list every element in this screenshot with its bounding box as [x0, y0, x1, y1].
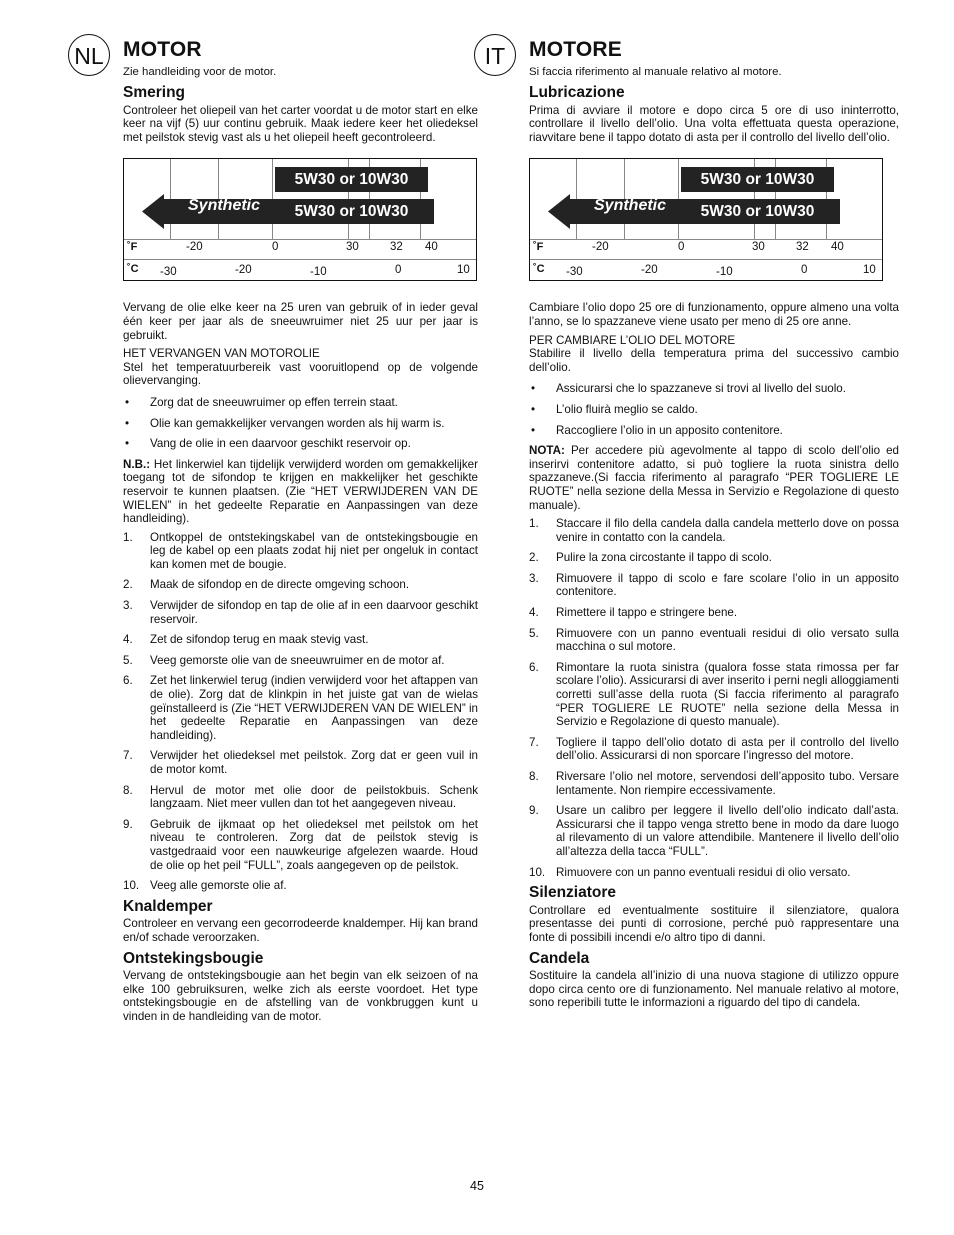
- step-number: 7.: [123, 749, 133, 763]
- step-text: Rimuovere con un panno eventuali residui di olio versato sulla macchina o sul motore.: [556, 626, 899, 654]
- list-item: [529, 517, 899, 544]
- step-number: 10.: [123, 879, 140, 893]
- celsius-unit: ˚C: [127, 263, 139, 276]
- list-item: [123, 674, 478, 742]
- step-text: Gebruik de ijkmaat op het oliedeksel met peilstok om het niveau te controleren. Zorg dat de peilstok stevig is vastgedraaid voor een nauwkeurige afgelezen waarde. Houd de olie op het peil “FULL”, zoals aangegeven op de peilstok.: [150, 817, 478, 872]
- list-item: • Olie kan gemakkelijker vervangen worden als hij warm is.: [123, 417, 478, 431]
- step-number: 2.: [123, 578, 133, 592]
- note-text: Per accedere più agevolmente al tappo di scolo dell’olio ed inserirvi contenitore adatto, si può togliere la ruota sinistra dello spazzaneve.(Si faccia riferimento al paragrafo “PER TOGLIERE LE RUOTE” nella sezione della Messa in Servizio e Regolazione di questo manuale).: [529, 444, 899, 512]
- chart-divider: [530, 259, 882, 260]
- step-number: 3.: [529, 571, 539, 585]
- section-header: [474, 34, 899, 78]
- list-item: [529, 606, 899, 620]
- step-number: 3.: [123, 599, 133, 613]
- step-text: Rimontare la ruota sinistra (qualora fosse stata rimossa per far scolare l’olio). Assicurarsi di aver inserito i perni negli alloggiamenti corretti sull’asse della ruota (Si faccia riferimento al paragrafo “PER TOGLIERE LE RUOTE” nella sezione della Messa in Servizio e Regolazione di questo manuale).: [556, 660, 899, 729]
- lubrication-heading: Smering: [123, 84, 186, 101]
- f-tick: -20: [186, 241, 203, 254]
- steps-list: [123, 531, 478, 893]
- f-tick: 0: [272, 241, 279, 254]
- synthetic-label: Synthetic: [188, 197, 261, 215]
- oil-temperature-chart: [123, 158, 477, 281]
- page-number: 45: [470, 1179, 484, 1193]
- step-number: 2.: [529, 551, 539, 565]
- list-item: • Vang de olie in een daarvoor geschikt reservoir op.: [123, 437, 478, 451]
- note-label: NOTA:: [529, 444, 565, 458]
- section-body: [529, 86, 899, 1010]
- step-number: 8.: [529, 770, 539, 783]
- f-tick: 30: [752, 241, 765, 254]
- muffler-text: Controllare ed eventualmente sostituire il silenziatore, qualora presentasse dei punti di corrosione, perché può rappresentare una fonte di possibili incendi e/o altro tipo di danni.: [529, 903, 899, 944]
- oil-change-text: Vervang de olie elke keer na 25 uren van gebruik of in ieder geval één keer per jaar als de sneeuwruimer niet 25 uur per jaar is gebruikt.: [123, 301, 478, 342]
- step-text: Usare un calibro per leggere il livello dell’olio indicato dall’asta. Assicurarsi che il tappo venga stretto bene in modo da dare luogo al rilevamento di un valore attendibile. Mantenere il livello dell’olio all’altezza della tacca “FULL”.: [556, 804, 899, 858]
- spark-plug-text: Vervang de ontstekingsbougie aan het begin van elk seizoen of na elke 100 gebruiksuren, welke zich als eerste voordoet. Het type ontstekingsbougie en de afstelling van de vonkbruggen kunt u vinden in de handleiding van de motor.: [123, 969, 478, 1023]
- spark-plug-heading: Ontstekingsbougie: [123, 949, 264, 967]
- step-text: Zet de sifondop terug en maak stevig vast.: [150, 633, 369, 647]
- fahrenheit-unit: ˚F: [533, 241, 544, 254]
- lubrication-text: Prima di avviare il motore e dopo circa 5 ore di uso ininterrotto, controllare il livello dell’olio. Una volta effettuata questa operazione, riavvitare bene il tappo dotato di asta per il controllo del livello dell’olio.: [529, 103, 899, 144]
- chart-divider: [124, 259, 476, 260]
- step-text: Rimettere il tappo e stringere bene.: [556, 606, 738, 620]
- list-item: • Assicurarsi che lo spazzaneve si trovi al livello del suolo.: [529, 382, 899, 396]
- lubrication-heading: Lubricazione: [529, 84, 625, 101]
- oil-change-heading: HET VERVANGEN VAN MOTOROLIE: [123, 347, 320, 361]
- list-item: [123, 749, 478, 776]
- chart-divider: [530, 239, 882, 240]
- oil-change-text: Cambiare l’olio dopo 25 ore di funzionamento, oppure almeno una volta l’anno, se lo spazzaneve viene usato per meno di 25 ore anne.: [529, 301, 899, 328]
- note-paragraph: [123, 458, 478, 526]
- c-tick: -10: [310, 266, 327, 279]
- list-item: • Zorg dat de sneeuwruimer op effen terrein staat.: [123, 396, 478, 410]
- step-text: Rimuovere con un panno eventuali residui di olio versato.: [556, 865, 851, 879]
- muffler-heading: Silenziatore: [529, 884, 616, 902]
- c-tick: 10: [457, 264, 470, 277]
- temperature-text: Stel het temperatuurbereik vast vooruitlopend op de volgende olievervanging.: [123, 360, 478, 388]
- step-number: 8.: [123, 783, 133, 797]
- list-item: [123, 784, 478, 811]
- lubrication-text: Controleer het oliepeil van het carter voordat u de motor start en elke keer na vijf (5) uur continu gebruik. Maak iedere keer het oliedeksel met peilstok stevig vast als u het oliepeil heeft gecontroleerd.: [123, 103, 478, 144]
- list-item: [529, 770, 899, 797]
- list-item: [123, 633, 478, 647]
- list-item: [123, 879, 478, 893]
- muffler-heading: Knaldemper: [123, 897, 213, 915]
- list-item: [123, 531, 478, 572]
- step-text: Maak de sifondop en de directe omgeving schoon.: [150, 578, 410, 592]
- step-text: Veeg gemorste olie van de sneeuwruimer en de motor af.: [150, 653, 445, 667]
- f-tick: 32: [390, 241, 403, 254]
- list-item: [123, 578, 478, 592]
- oil-change-heading: PER CAMBIARE L’OLIO DEL MOTORE: [529, 333, 736, 347]
- list-item: [529, 627, 899, 654]
- step-number: 6.: [529, 660, 539, 674]
- synthetic-label: Synthetic: [594, 197, 667, 215]
- step-text: Riversare l’olio nel motore, servendosi dell’apposito tubo. Versare lentamente. Non riempire eccessivamente.: [556, 770, 899, 797]
- step-number: 5.: [529, 626, 539, 640]
- temperature-text: Stabilire il livello della temperatura prima del successivo cambio dell’olio.: [529, 347, 899, 374]
- section-title: MOTOR: [123, 38, 202, 61]
- c-tick: 0: [801, 264, 808, 277]
- list-item: [529, 661, 899, 729]
- f-tick: 40: [425, 241, 438, 254]
- step-number: 5.: [123, 653, 133, 667]
- step-text: Ontkoppel de ontstekingskabel van de ontstekingsbougie en leg de kabel op een plaats zodat hij niet per ongeluk in contact kan komen met de bougie.: [150, 530, 478, 571]
- c-tick: 0: [395, 264, 402, 277]
- c-tick: -30: [160, 266, 177, 279]
- note-text: Het linkerwiel kan tijdelijk verwijderd worden om gemakkelijker toegang tot de sifondop te krijgen en makkelijker het geschikte reservoir te kunnen plaatsen. (Zie “HET VERWIJDEREN VAN DE WIELEN” in het gedeelte Reparatie en Aanpassingen van deze handleiding).: [123, 457, 478, 526]
- f-tick: 40: [831, 241, 844, 254]
- step-number: 4.: [529, 606, 539, 620]
- step-number: 9.: [123, 817, 133, 831]
- celsius-unit: ˚C: [533, 263, 545, 276]
- f-tick: 0: [678, 241, 685, 254]
- step-text: Togliere il tappo dell’olio dotato di asta per il controllo del livello dell’olio. Assicurarsi di non sporcare l’ingresso del motore.: [556, 735, 899, 763]
- step-text: Rimuovere il tappo di scolo e fare scolare l’olio in un apposito contenitore.: [556, 571, 899, 599]
- step-text: Pulire la zona circostante il tappo di scolo.: [556, 551, 772, 565]
- step-text: Verwijder de sifondop en tap de olie af in een daarvoor geschikt reservoir.: [150, 599, 478, 626]
- section-intro: Zie handleiding voor de motor.: [123, 66, 277, 78]
- column-nl: [68, 34, 478, 1029]
- oil-grade-label: 5W30 or 10W30: [681, 167, 834, 192]
- synthetic-oil-grade-label: 5W30 or 10W30: [681, 199, 834, 224]
- list-item: [529, 804, 899, 858]
- step-text: Staccare il filo della candela dalla candela metterlo dove on possa venire in contatto con la candela.: [556, 517, 899, 544]
- steps-list: [529, 517, 899, 879]
- list-item: • L’olio fluirà meglio se caldo.: [529, 403, 899, 417]
- step-number: 6.: [123, 674, 133, 688]
- list-item: [529, 551, 899, 565]
- note-paragraph: [529, 444, 899, 512]
- list-item: • Raccogliere l’olio in un apposito contenitore.: [529, 424, 899, 438]
- step-number: 10.: [529, 865, 546, 879]
- section-title: MOTORE: [529, 38, 622, 61]
- c-tick: -20: [235, 264, 252, 277]
- list-item: [123, 599, 478, 626]
- list-item: [529, 736, 899, 763]
- step-number: 1.: [529, 517, 539, 531]
- section-intro: Si faccia riferimento al manuale relativo al motore.: [529, 66, 782, 78]
- c-tick: -30: [566, 266, 583, 279]
- step-number: 7.: [529, 735, 539, 749]
- muffler-text: Controleer en vervang een gecorrodeerde knaldemper. Hij kan brand en/of schade veroorzaken.: [123, 917, 478, 944]
- f-tick: 32: [796, 241, 809, 254]
- step-number: 1.: [123, 530, 133, 544]
- list-item: [529, 866, 899, 880]
- c-tick: -20: [641, 264, 658, 277]
- step-text: Hervul de motor met olie door de peilstokbuis. Schenk langzaam. Niet meer vullen dan tot het aangegeven niveau.: [150, 783, 478, 811]
- oil-grade-label: 5W30 or 10W30: [275, 167, 428, 192]
- c-tick: -10: [716, 266, 733, 279]
- column-it: [474, 34, 899, 1015]
- fahrenheit-unit: ˚F: [127, 241, 138, 254]
- note-label: N.B.:: [123, 457, 151, 471]
- step-text: Zet het linkerwiel terug (indien verwijderd voor het aftappen van de olie). Zorg dat de klinkpin in het juiste gat van de wielas geïnstalleerd is (Zie “HET VERWIJDEREN VAN DE WIELEN” in het gedeelte Reparatie en Aanpassingen van deze handleiding).: [150, 674, 478, 742]
- list-item: [529, 572, 899, 599]
- section-body: [123, 86, 478, 1024]
- list-item: [123, 654, 478, 668]
- bullet-list: [529, 382, 899, 437]
- f-tick: -20: [592, 241, 609, 254]
- language-badge: IT: [474, 34, 516, 76]
- synthetic-oil-grade-label: 5W30 or 10W30: [275, 199, 428, 224]
- spark-plug-text: Sostituire la candela all’inizio di una nuova stagione di utilizzo oppure dopo circa cento ore di funzionamento. Nel manuale relativo al motore, sono reperibili tutte le informazioni a riguardo del tipo di candela.: [529, 969, 899, 1010]
- f-tick: 30: [346, 241, 359, 254]
- step-text: Verwijder het oliedeksel met peilstok. Zorg dat er geen vuil in de motor komt.: [150, 749, 478, 776]
- chart-divider: [124, 239, 476, 240]
- section-header: [68, 34, 478, 78]
- step-number: 9.: [529, 804, 539, 818]
- bullet-list: [123, 396, 478, 451]
- list-item: [123, 818, 478, 872]
- step-number: 4.: [123, 633, 133, 647]
- c-tick: 10: [863, 264, 876, 277]
- language-badge: NL: [68, 34, 110, 76]
- spark-plug-heading: Candela: [529, 949, 590, 967]
- oil-temperature-chart: [529, 158, 883, 281]
- step-text: Veeg alle gemorste olie af.: [150, 879, 287, 893]
